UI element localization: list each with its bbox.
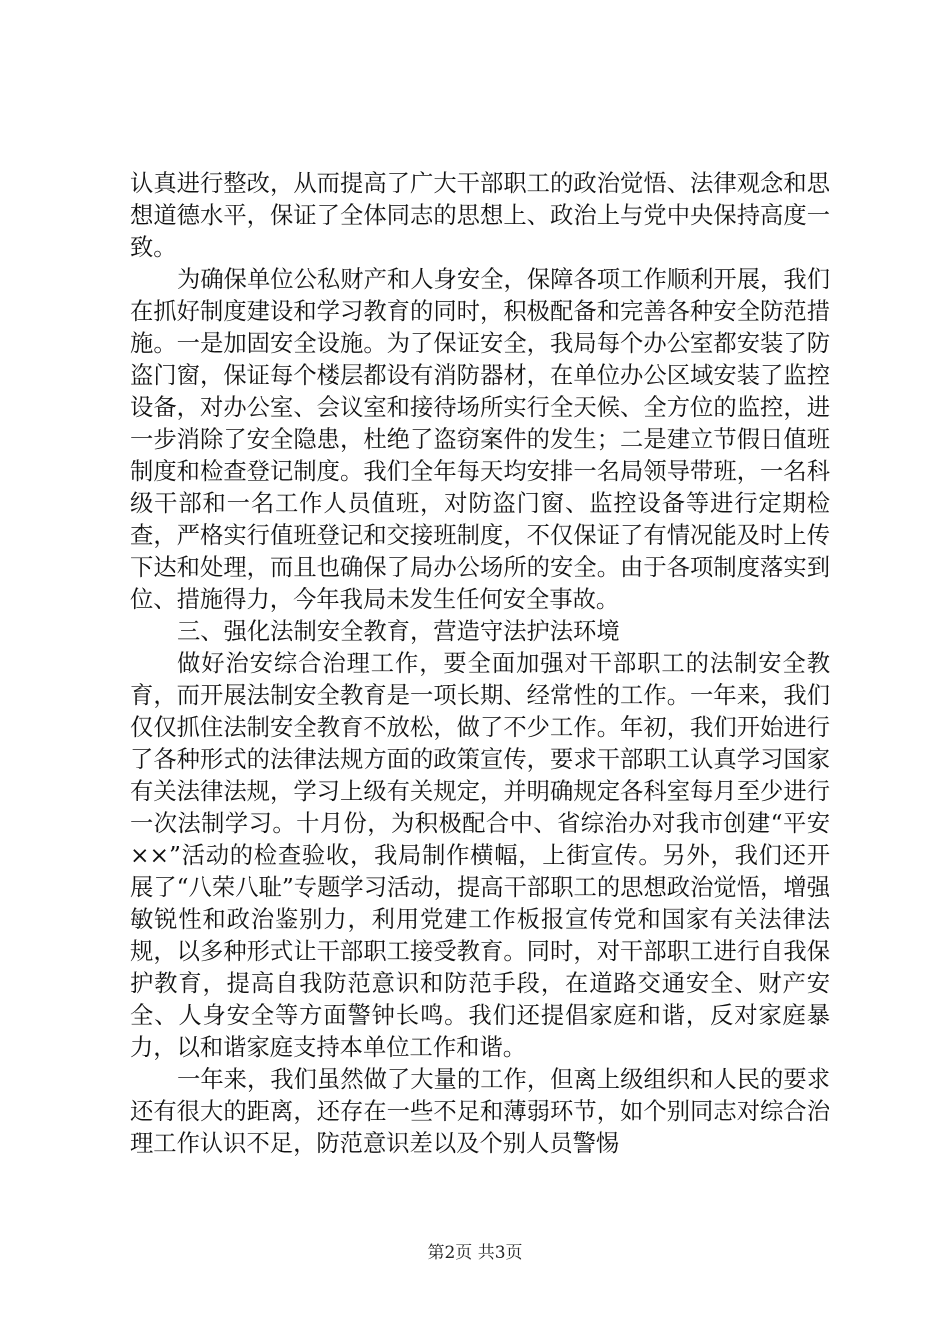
paragraph-2: 为确保单位公私财产和人身安全，保障各项工作顺利开展，我们在抓好制度建设和学习教育的同时，积极配备和完善各种安全防范措施。一是加固安全设施。为了保证安全，我局每个办公室都安装了防盗门窗，保证每个楼层都设有消防器材，在单位办公区域安装了监控设备，对办公室、会议室和接待场所实行全天候、全方位的监控，进一步消除了安全隐患，杜绝了盗窃案件的发生；二是建立节假日值班制度和检查登记制度。我们全年每天均安排一名局领导带班，一名科级干部和一名工作人员值班，对防盗门窗、监控设备等进行定期检查，严格实行值班登记和交接班制度，不仅保证了有情况能及时上传下达和处理，而且也确保了局办公场所的安全。由于各项制度落实到位、措施得力，今年我局未发生任何安全事故。 bbox=[130, 266, 830, 613]
document-body bbox=[130, 168, 830, 1160]
paragraph-1: 认真进行整改，从而提高了广大干部职工的政治觉悟、法律观念和思想道德水平，保证了全体同志的思想上、政治上与党中央保持高度一致。 bbox=[130, 170, 830, 261]
section-heading: 三、强化法制安全教育，营造守法护法环境 bbox=[177, 618, 620, 645]
paragraph-4: 一年来，我们虽然做了大量的工作，但离上级组织和人民的要求还有很大的距离，还存在一些不足和薄弱环节，如个别同志对综合治理工作认识不足，防范意识差以及个别人员警惕 bbox=[130, 1066, 830, 1157]
paragraph-3: 做好治安综合治理工作，要全面加强对干部职工的法制安全教育，而开展法制安全教育是一项长期、经常性的工作。一年来，我们仅仅抓住法制安全教育不放松，做了不少工作。年初，我们开始进行了各种形式的法律法规方面的政策宣传，要求干部职工认真学习国家有关法律法规，学习上级有关规定，并明确规定各科室每月至少进行一次法制学习。十月份，为积极配合中、省综治办对我市创建“平安××”活动的检查验收，我局制作横幅，上街宣传。另外，我们还开展了“八荣八耻”专题学习活动，提高干部职工的思想政治觉悟，增强敏锐性和政治鉴别力，利用党建工作板报宣传党和国家有关法律法规，以多种形式让干部职工接受教育。同时，对干部职工进行自我保护教育，提高自我防范意识和防范手段，在道路交通安全、财产安全、人身安全等方面警钟长鸣。我们还提倡家庭和谐，反对家庭暴力，以和谐家庭支持本单位工作和谐。 bbox=[130, 650, 830, 1061]
page-number-footer: 第2页 共3页 bbox=[427, 1243, 523, 1263]
